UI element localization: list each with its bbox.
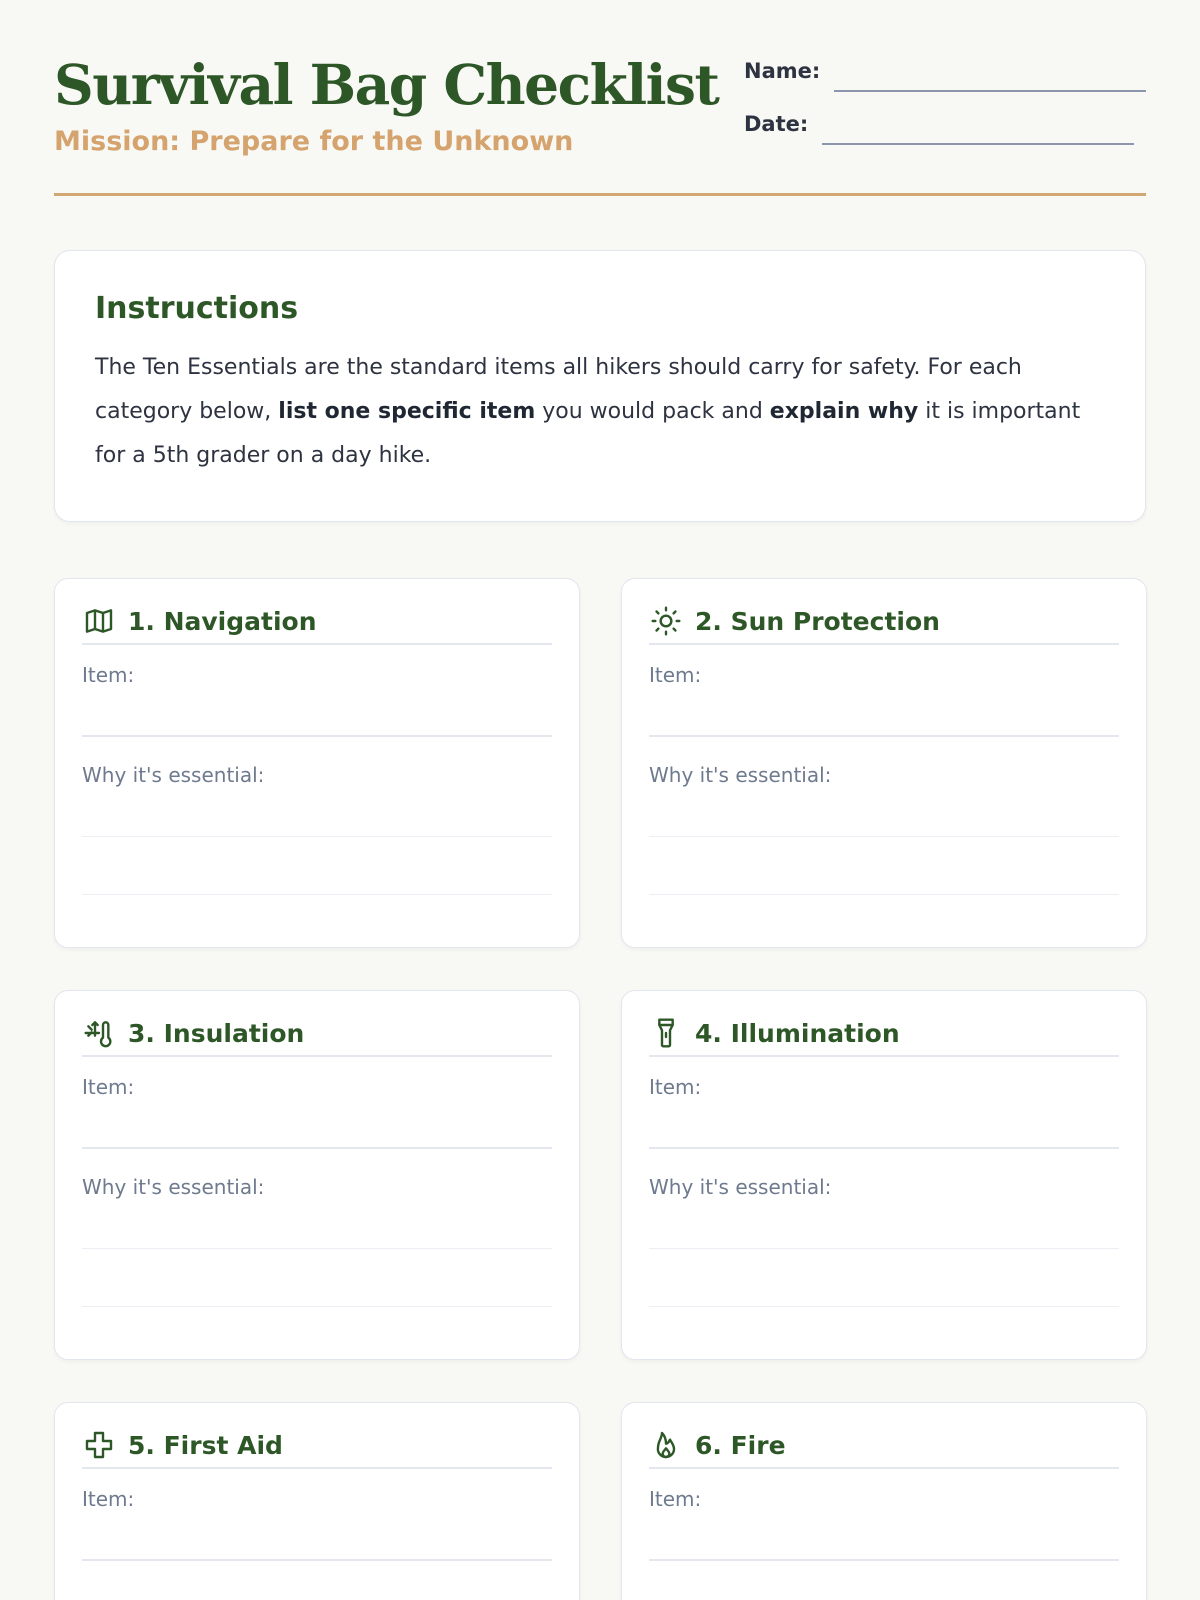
- why-answer-line[interactable]: [82, 1249, 552, 1307]
- essential-card: [54, 990, 580, 1360]
- page-title: Survival Bag Checklist: [54, 52, 719, 117]
- card-title: 2. Sun Protection: [695, 606, 940, 636]
- flashlight-icon: [649, 1016, 683, 1050]
- item-answer-line[interactable]: [82, 1515, 552, 1561]
- instructions-bold: explain why: [769, 399, 919, 424]
- essential-card: [621, 578, 1147, 948]
- card-title: 1. Navigation: [128, 606, 317, 636]
- why-answer-line[interactable]: [649, 1249, 1119, 1307]
- cross-icon: [82, 1428, 116, 1462]
- date-field: [744, 111, 1134, 145]
- name-field: [744, 58, 1146, 92]
- why-answer-line[interactable]: [649, 791, 1119, 837]
- name-label: Name:: [744, 59, 821, 83]
- map-icon: [82, 604, 116, 638]
- card-title: 5. First Aid: [128, 1430, 283, 1460]
- why-label: Why it's essential:: [82, 1175, 265, 1199]
- date-label: Date:: [744, 112, 809, 136]
- instructions-heading: Instructions: [95, 291, 299, 326]
- item-label: Item:: [82, 1487, 135, 1511]
- item-answer-line[interactable]: [82, 691, 552, 737]
- card-header: [649, 1429, 1119, 1469]
- why-label: Why it's essential:: [649, 1175, 832, 1199]
- instructions-text-part: it is important for a 5th grader on a day hike.: [95, 399, 1081, 468]
- item-label: Item:: [649, 1487, 702, 1511]
- thermometer-snowflake-icon: [82, 1016, 116, 1050]
- instructions-text: [95, 346, 1105, 478]
- item-answer-line[interactable]: [649, 691, 1119, 737]
- item-label: Item:: [82, 663, 135, 687]
- card-header: [649, 605, 1119, 645]
- card-title: 3. Insulation: [128, 1018, 305, 1048]
- page-subtitle: Mission: Prepare for the Unknown: [54, 126, 574, 157]
- why-answer-line[interactable]: [649, 837, 1119, 895]
- card-title: 4. Illumination: [695, 1018, 900, 1048]
- instructions-box: [54, 250, 1146, 522]
- card-header: [649, 1017, 1119, 1057]
- card-header: [82, 1017, 552, 1057]
- why-answer-line[interactable]: [649, 1203, 1119, 1249]
- name-line[interactable]: [834, 58, 1146, 92]
- header: [54, 0, 1146, 196]
- item-answer-line[interactable]: [649, 1515, 1119, 1561]
- essential-card: [621, 990, 1147, 1360]
- item-label: Item:: [649, 1075, 702, 1099]
- card-title: 6. Fire: [695, 1430, 786, 1460]
- flame-icon: [649, 1428, 683, 1462]
- item-answer-line[interactable]: [82, 1103, 552, 1149]
- why-label: Why it's essential:: [82, 763, 265, 787]
- date-line[interactable]: [822, 111, 1134, 145]
- instructions-text-part: you would pack and: [535, 399, 770, 424]
- item-label: Item:: [649, 663, 702, 687]
- essential-card: [54, 578, 580, 948]
- card-header: [82, 1429, 552, 1469]
- why-answer-line[interactable]: [82, 791, 552, 837]
- why-answer-line[interactable]: [82, 1203, 552, 1249]
- why-label: Why it's essential:: [649, 763, 832, 787]
- instructions-bold: list one specific item: [278, 399, 536, 424]
- item-answer-line[interactable]: [649, 1103, 1119, 1149]
- sun-icon: [649, 604, 683, 638]
- instructions-text-part: The Ten Essentials are the standard items all hikers should carry for safety. For each category below,: [95, 355, 1022, 424]
- why-answer-line[interactable]: [82, 837, 552, 895]
- essential-card: [621, 1402, 1147, 1600]
- essential-card: [54, 1402, 580, 1600]
- item-label: Item:: [82, 1075, 135, 1099]
- card-header: [82, 605, 552, 645]
